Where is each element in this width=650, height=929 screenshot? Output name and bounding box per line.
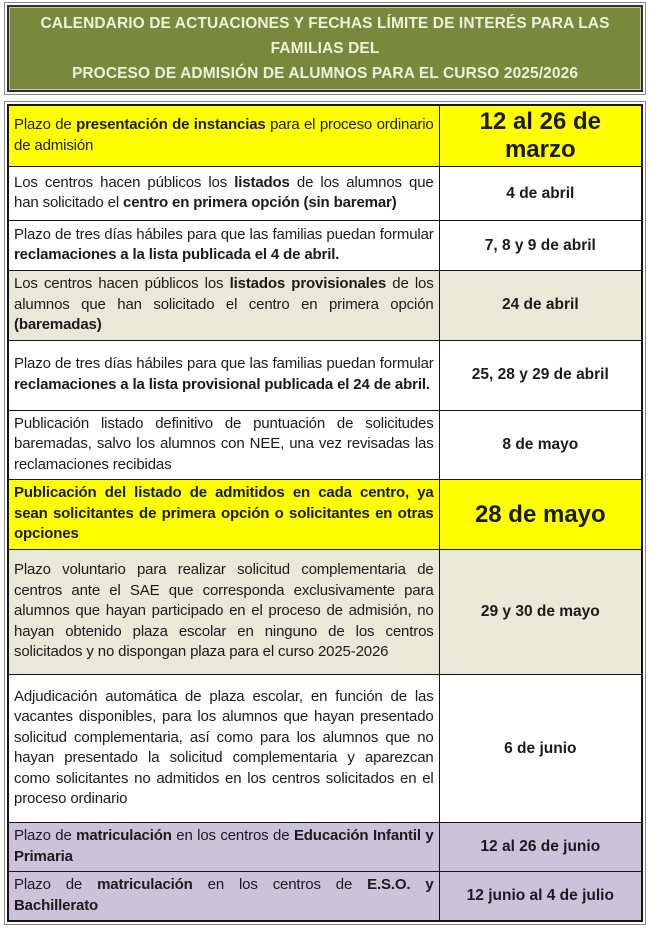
- table-row: [8, 105, 642, 167]
- table-row: [8, 872, 642, 922]
- actuacion-text-bold: reclamaciones a la lista provisional publicada el 24 de abril.: [14, 375, 430, 393]
- actuacion-text-bold: Publicación del listado de admitidos en cada centro, ya sean solicitantes de primera opción o solicitantes en otras opciones: [14, 484, 434, 543]
- fecha-cell: 8 de mayo: [439, 410, 642, 480]
- page-title: [7, 5, 643, 92]
- actuacion-text-bold: listados provisionales: [229, 275, 387, 292]
- actuacion-cell: [8, 675, 439, 823]
- actuacion-text-bold: listados: [234, 173, 290, 191]
- actuacion-text-bold: (baremadas): [14, 316, 102, 333]
- fecha-cell: 12 al 26 de marzo: [439, 105, 642, 167]
- actuacion-text: Plazo de: [14, 827, 77, 844]
- fecha-cell: 24 de abril: [439, 271, 642, 341]
- fecha-cell: 12 junio al 4 de julio: [439, 872, 642, 922]
- page-title-line-2: PROCESO DE ADMISIÓN DE ALUMNOS PARA EL CURSO 2025/2026: [71, 65, 579, 82]
- actuacion-text: Los centros hacen públicos los: [14, 173, 235, 191]
- table-frame: [4, 101, 646, 925]
- fecha-cell: 25, 28 y 29 de abril: [439, 340, 642, 410]
- actuacion-text: de los alumnos que han solicitado el centro en primera opción: [14, 275, 434, 313]
- table-row: [8, 675, 642, 823]
- table-row: [8, 271, 642, 341]
- actuacion-text: Plazo voluntario para realizar solicitud complementaria de centros ante el SAE que corresponda exclusivamente para alumnos que hayan participado en el proceso de admisión, no hayan obtenido plaza escolar en ninguno de los centros solicitados y no dispongan plaza para el curso 2025-2026: [14, 561, 434, 661]
- calendar-table: [7, 104, 643, 922]
- actuacion-cell: [8, 550, 439, 675]
- actuacion-cell: [8, 410, 439, 480]
- fecha-cell: 4 de abril: [439, 167, 642, 221]
- actuacion-text: en los centros de: [192, 876, 368, 893]
- table-row: [8, 550, 642, 675]
- table-row: [8, 480, 642, 550]
- actuacion-text: en los centros de: [171, 827, 294, 844]
- actuacion-text: de los alumnos que han solicitado el: [14, 173, 434, 211]
- fecha-cell: 6 de junio: [439, 675, 642, 823]
- actuacion-cell: [8, 872, 439, 922]
- fecha-cell: 29 y 30 de mayo: [439, 550, 642, 675]
- actuacion-text: para el proceso ordinario de admisión: [14, 116, 434, 154]
- actuacion-text-bold: E.S.O. y Bachillerato: [14, 876, 434, 914]
- table-row: [8, 410, 642, 480]
- actuacion-cell: [8, 271, 439, 341]
- fecha-cell: 7, 8 y 9 de abril: [439, 221, 642, 271]
- header-frame: [4, 2, 646, 95]
- actuacion-cell: [8, 105, 439, 167]
- actuacion-text-bold: reclamaciones a la lista publicada el 4 de abril.: [14, 246, 340, 263]
- actuacion-text-bold: matriculación: [97, 876, 193, 893]
- actuacion-cell: [8, 167, 439, 221]
- actuacion-text-bold: presentación de instancias: [76, 116, 266, 133]
- actuacion-text: Los centros hacen públicos los: [14, 275, 230, 292]
- actuacion-text-bold: Educación Infantil y Primaria: [14, 827, 434, 865]
- fecha-cell: 12 al 26 de junio: [439, 823, 642, 872]
- fecha-cell: 28 de mayo: [439, 480, 642, 550]
- actuacion-text: Plazo de: [14, 116, 77, 133]
- actuacion-cell: [8, 823, 439, 872]
- actuacion-text: Plazo de tres días hábiles para que las familias puedan formular: [14, 355, 434, 372]
- table-row: [8, 340, 642, 410]
- actuacion-cell: [8, 221, 439, 271]
- calendar-table-body: [8, 105, 642, 921]
- table-row: [8, 221, 642, 271]
- actuacion-cell: [8, 340, 439, 410]
- table-row: [8, 167, 642, 221]
- actuacion-text: Adjudicación automática de plaza escolar, en función de las vacantes disponibles, para los alumnos que hayan presentado solicitud complementaria, así como para los alumnos que no hayan presentado la solicitud complementaria y aparezcan como solicitantes no admitidos en los centros solicitados en el proceso ordinario: [14, 687, 434, 807]
- actuacion-cell: [8, 480, 439, 550]
- actuacion-text-bold: centro en primera opción (sin baremar): [123, 194, 397, 211]
- actuacion-text-bold: matriculación: [76, 827, 172, 844]
- table-row: [8, 823, 642, 872]
- actuacion-text: Plazo de tres días hábiles para que las familias puedan formular: [14, 225, 434, 243]
- page-title-line-1: CALENDARIO DE ACTUACIONES Y FECHAS LÍMITE DE INTERÉS PARA LAS FAMILIAS DEL: [40, 15, 610, 57]
- actuacion-text: Publicación listado definitivo de puntuación de solicitudes baremadas, salvo los alumnos con NEE, una vez revisadas las reclamaciones recibidas: [14, 414, 434, 473]
- actuacion-text: Plazo de: [14, 876, 98, 893]
